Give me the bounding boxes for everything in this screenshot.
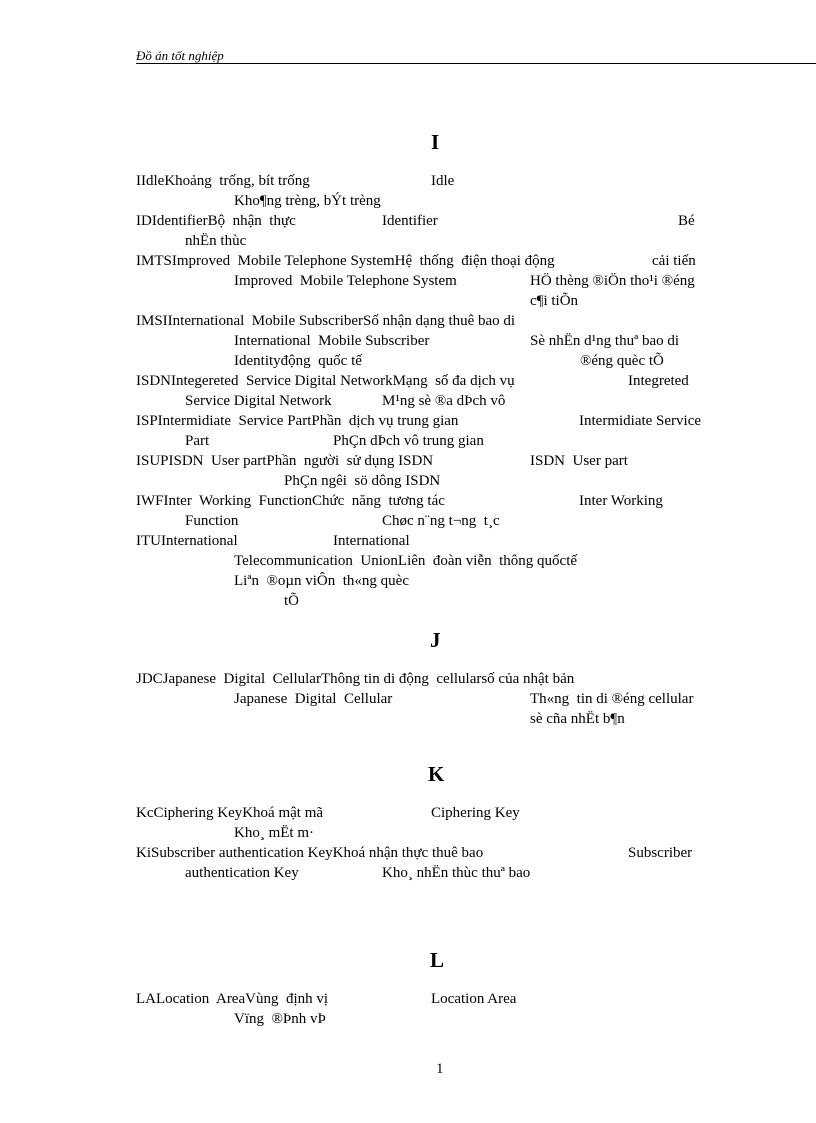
- entry-imsi-translation: Sè nhËn d¹ng thuª bao di: [530, 333, 680, 349]
- entry-iwf-translation: Chøc n¨ng t¬ng t¸c: [382, 513, 500, 529]
- entry-id-term: IDIdentifierBộ nhận thực: [136, 213, 296, 229]
- entry-isup-translation: PhÇn ngêi sö dông ISDN: [284, 473, 441, 489]
- entry-isdn-term: ISDNIntegereted Service Digital NetworkMạng số đa dịch vụ: [136, 373, 515, 389]
- entry-la-translation: Vïng ®Þnh vÞ: [234, 1011, 326, 1027]
- entry-isp-english-cont: Part: [185, 433, 210, 449]
- section-letter-k: K: [428, 762, 445, 786]
- entry-la-term: LALocation AreaVùng định vị: [136, 991, 329, 1007]
- page-header-title: Đồ án tốt nghiệp: [136, 48, 224, 63]
- entry-kc-translation: Kho¸ mËt m·: [234, 825, 314, 841]
- section-letter-i: I: [431, 130, 440, 154]
- entry-itu-translation-cont: tÕ: [284, 593, 299, 609]
- entry-imts-term-cont: cải tiến: [652, 253, 696, 269]
- entry-iwf-english-cont: Function: [185, 513, 239, 529]
- entry-jdc-translation: Th«ng tin di ®éng cellular: [530, 691, 694, 707]
- entry-isdn-english: Integreted: [628, 373, 689, 389]
- entry-ki-english-cont: authentication Key: [185, 865, 299, 881]
- entry-idle-english: Idle: [431, 173, 455, 189]
- entry-isp-translation: PhÇn dÞch vô trung gian: [333, 433, 484, 449]
- entry-itu-term-cont: Telecommunication UnionLiên đoàn viễn thông quốctế: [234, 553, 578, 569]
- entry-imts-term: IMTSImproved Mobile Telephone SystemHệ thống điện thoại động: [136, 253, 555, 269]
- entry-jdc-english: Japanese Digital Cellular: [234, 691, 393, 707]
- entry-imsi-english: International Mobile Subscriber: [234, 333, 430, 349]
- entry-la-english: Location Area: [431, 991, 517, 1007]
- section-letter-l: L: [430, 948, 445, 972]
- entry-isp-term: ISPIntermidiate Service PartPhần dịch vụ trung gian: [136, 413, 459, 429]
- entry-imsi-term: IMSIInternational Mobile SubscriberSố nhận dạng thuê bao di: [136, 313, 516, 329]
- entry-id-translation-part1: Bé: [678, 213, 695, 229]
- entry-itu-english: International: [333, 533, 410, 549]
- entry-imsi-translation-cont: ®éng quèc tÕ: [580, 353, 664, 369]
- entry-jdc-term: JDCJapanese Digital CellularThông tin di động cellularsố của nhật bản: [136, 671, 575, 687]
- entry-itu-translation: Liªn ®oµn viÔn th«ng quèc: [234, 573, 409, 589]
- section-letter-j: J: [430, 628, 441, 652]
- entry-id-english: Identifier: [382, 213, 438, 229]
- header-rule: [136, 63, 816, 64]
- entry-iwf-english: Inter Working: [579, 493, 663, 509]
- entry-id-translation-part2: nhËn thùc: [185, 233, 247, 249]
- entry-ki-term: KiSubscriber authentication KeyKhoá nhận thực thuê bao: [136, 845, 484, 861]
- entry-idle-translation: Kho¶ng trèng, bÝt trèng: [234, 193, 381, 209]
- entry-imts-translation-cont: c¶i tiÕn: [530, 293, 579, 309]
- entry-isdn-english-cont: Service Digital Network: [185, 393, 332, 409]
- entry-kc-english: Ciphering Key: [431, 805, 520, 821]
- entry-isp-english: Intermidiate Service: [579, 413, 702, 429]
- entry-imts-english: Improved Mobile Telephone System: [234, 273, 457, 289]
- entry-itu-term: ITUInternational: [136, 533, 238, 549]
- entry-idle-term: IIdleKhoảng trống, bít trống: [136, 173, 310, 189]
- page-number: 1: [436, 1061, 444, 1077]
- entry-ki-translation: Kho¸ nhËn thùc thuª bao: [382, 865, 531, 881]
- entry-imsi-english-cont: Identityđộng quốc tế: [234, 353, 362, 369]
- entry-ki-english: Subscriber: [628, 845, 693, 861]
- entry-isup-term: ISUPISDN User partPhần người sử dụng ISDN: [136, 453, 434, 469]
- entry-isup-english: ISDN User part: [530, 453, 628, 469]
- entry-iwf-term: IWFInter Working FunctionChức năng tương tác: [136, 493, 445, 509]
- entry-isdn-translation: M¹ng sè ®a dÞch vô: [382, 393, 506, 409]
- entry-jdc-translation-cont: sè cña nhËt b¶n: [530, 711, 625, 727]
- entry-imts-translation: HÖ thèng ®iÖn tho¹i ®éng: [530, 273, 695, 289]
- entry-kc-term: KcCiphering KeyKhoá mật mã: [136, 805, 324, 821]
